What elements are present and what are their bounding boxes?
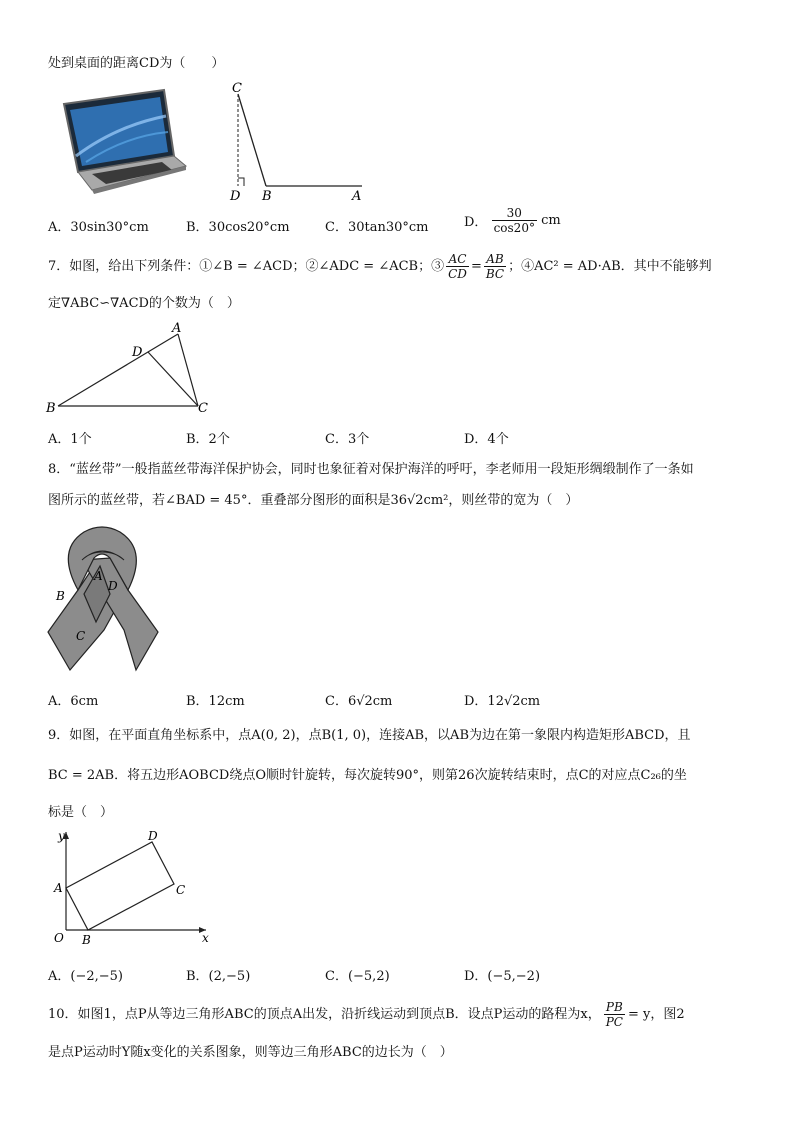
label-a: A — [94, 569, 103, 583]
label-y: y — [58, 829, 65, 843]
label-c: C — [176, 883, 186, 897]
label-a: A — [352, 189, 362, 202]
laptop-image — [56, 86, 188, 198]
q7-option-d[interactable]: D．4个 — [464, 432, 509, 447]
label-b: B — [82, 933, 91, 947]
q7-option-b[interactable]: B．2个 — [186, 432, 230, 447]
label-c: C — [198, 401, 208, 416]
label-d: D — [132, 345, 143, 360]
q9-option-d[interactable]: D．(−5,−2) — [464, 969, 541, 984]
label-b: B — [56, 589, 65, 603]
q9-stem-line2: BC = 2AB．将五边形AOBCD绕点O顺时针旋转，每次旋转90°，则第26次旋转结束时，点C的对应点C₂₆的坐 — [48, 768, 687, 783]
q7-stem-line2: 定∇ABC∽∇ACD的个数为（ ） — [48, 296, 240, 311]
q7-option-a[interactable]: A．1个 — [48, 432, 92, 447]
q6-option-a[interactable]: A．30sin30°cm — [48, 220, 149, 235]
q6-stem-tail: 处到桌面的距离CD为（ ） — [48, 56, 225, 71]
rectangle-abcd — [66, 842, 174, 930]
label-o: O — [54, 931, 64, 945]
q8-option-c[interactable]: C．6√2cm — [325, 694, 393, 709]
segment-cb — [238, 94, 266, 186]
label-c: C — [232, 81, 242, 96]
label-b: B — [262, 189, 272, 202]
q7-figure — [44, 320, 224, 420]
q6-figure — [222, 78, 372, 202]
q6-option-b[interactable]: B．30cos20°cm — [186, 220, 290, 235]
q7-stem-line1: 7．如图，给出下列条件：①∠B = ∠ACD；②∠ADC = ∠ACB；③ $\frac{AC}{CD}$ = $\frac{AB}{BC}$ ；④AC² = AD·AB．其中不能够判 — [48, 252, 712, 281]
q6-option-c[interactable]: C．30tan30°cm — [325, 220, 429, 235]
label-b: B — [46, 401, 56, 416]
q8-ribbon-figure — [44, 520, 162, 676]
label-d: D — [230, 189, 241, 202]
q9-option-c[interactable]: C．(−5,2) — [325, 969, 390, 984]
q8-stem-line2: 图所示的蓝丝带，若∠BAD = 45°．重叠部分图形的面积是36√2cm²，则丝带的宽为（ ） — [48, 493, 579, 508]
label-d: D — [148, 829, 158, 843]
q8-option-d[interactable]: D．12√2cm — [464, 694, 541, 709]
q8-option-b[interactable]: B．12cm — [186, 694, 245, 709]
q9-option-a[interactable]: A．(−2,−5) — [48, 969, 123, 984]
q7-option-c[interactable]: C．3个 — [325, 432, 370, 447]
label-a: A — [172, 321, 182, 336]
segment-ba — [58, 334, 178, 406]
q8-option-a[interactable]: A．6cm — [48, 694, 99, 709]
label-c: C — [76, 629, 86, 643]
q8-stem-line1: 8．“蓝丝带”一般指蓝丝带海洋保护协会，同时也象征着对保护海洋的呼吁，李老师用一段矩形绸缎制作了一条如 — [48, 462, 694, 477]
q9-stem-line1: 9．如图，在平面直角坐标系中，点A(0, 2)，点B(1, 0)，连接AB，以AB为边在第一象限内构造矩形ABCD，且 — [48, 728, 691, 743]
q9-coordinate-figure — [44, 826, 214, 948]
label-d: D — [108, 579, 118, 593]
q9-option-b[interactable]: B．(2,−5) — [186, 969, 251, 984]
q10-stem-line1: 10．如图1，点P从等边三角形ABC的顶点A出发，沿折线运动到顶点B．设点P运动的路程为x， $\frac{PB}{PC}$ = y，图2 — [48, 1000, 685, 1029]
q9-stem-line3: 标是（ ） — [48, 805, 114, 820]
q10-stem-line2: 是点P运动时Y随x变化的关系图象，则等边三角形ABC的边长为（ ） — [48, 1045, 453, 1060]
right-angle-mark — [238, 178, 244, 186]
label-x: x — [202, 931, 209, 945]
label-a: A — [54, 881, 63, 895]
q6-option-d[interactable]: D． $\frac{30}{\cos 20^\circ}$ cm — [464, 206, 561, 235]
